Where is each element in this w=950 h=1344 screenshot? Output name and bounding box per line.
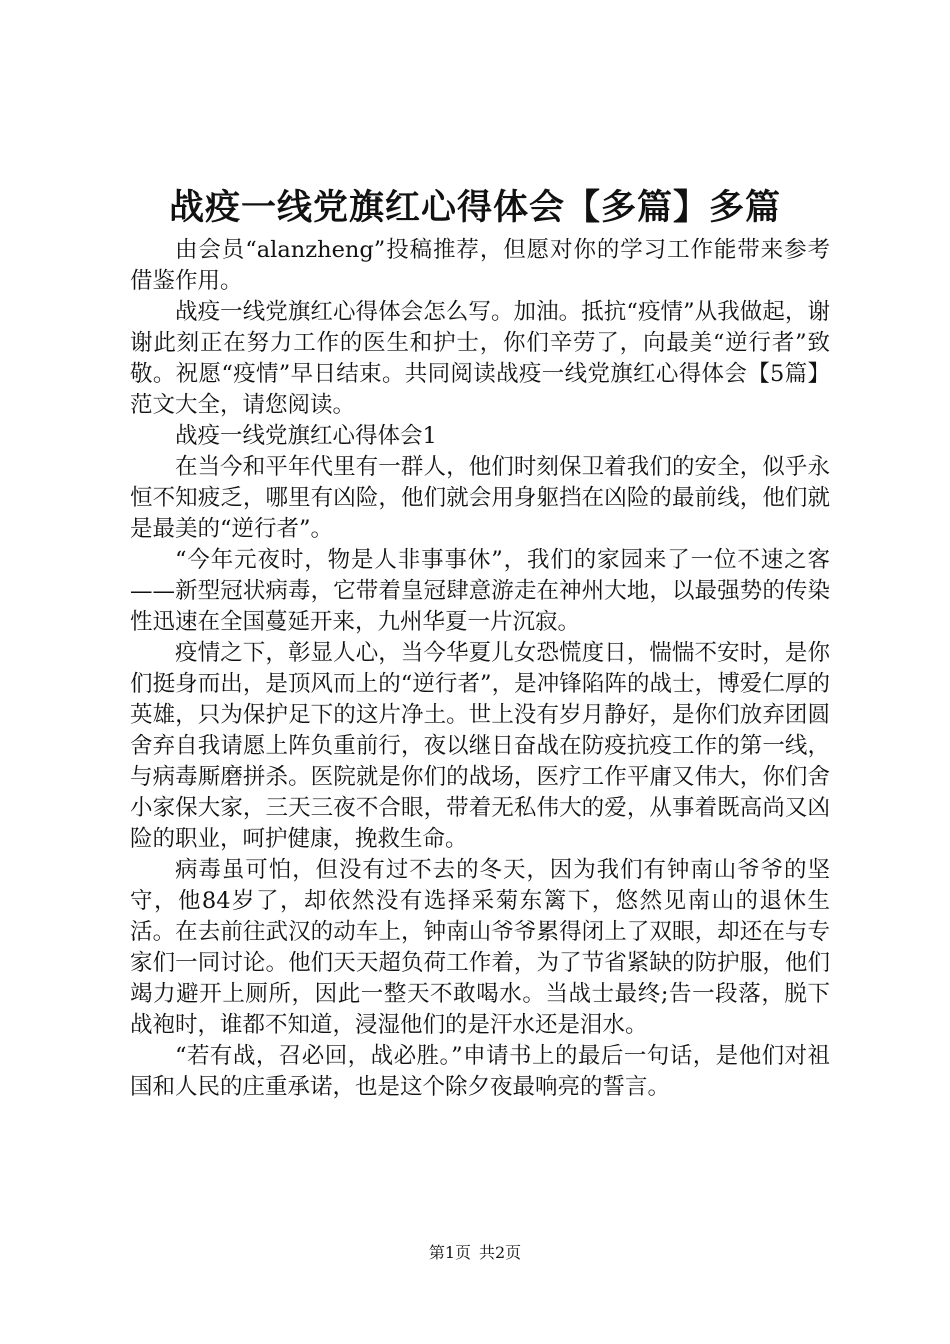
page-total: 共2页 <box>479 1243 522 1262</box>
body-paragraph: 在当今和平年代里有一群人，他们时刻保卫着我们的安全，似乎永恒不知疲乏，哪里有凶险，他们就会用身躯挡在凶险的最前线，他们就是最美的“逆行者”。 <box>130 454 830 542</box>
body-paragraph: “若有战，召必回，战必胜。”申请书上的最后一句话，是他们对祖国和人民的庄重承诺，也是这个除夕夜最响亮的誓言。 <box>130 1043 830 1100</box>
intro-paragraph: 由会员“alanzheng”投稿推荐，但愿对你的学习工作能带来参考借鉴作用。 <box>130 237 830 294</box>
document-title: 战疫一线党旗红心得体会【多篇】多篇 <box>168 188 781 228</box>
body-paragraph: “今年元夜时，物是人非事事休”，我们的家园来了一位不速之客——新型冠状病毒，它带着皇冠肆意游走在神州大地，以最强势的传染性迅速在全国蔓延开来，九州华夏一片沉寂。 <box>130 547 830 635</box>
document-body <box>130 235 830 1103</box>
page-footer <box>0 1242 950 1264</box>
body-paragraph: 病毒虽可怕，但没有过不去的冬天，因为我们有钟南山爷爷的坚守，他84岁了，却依然没有选择采菊东篱下，悠然见南山的退休生活。在去前往武汉的动车上，钟南山爷爷累得闭上了双眼，却还在与专家们一同讨论。他们天天超负荷工作着，为了节省紧缺的防护服，他们竭力避开上厕所，因此一整天不敢喝水。当战士最终;告一段落，脱下战袍时，谁都不知道，浸湿他们的是汗水还是泪水。 <box>130 857 830 1038</box>
page-number: 第1页 <box>428 1243 471 1262</box>
section-heading: 战疫一线党旗红心得体会1 <box>175 423 437 449</box>
summary-paragraph: 战疫一线党旗红心得体会怎么写。加油。抵抗“疫情”从我做起，谢谢此刻正在努力工作的医生和护士，你们辛劳了，向最美“逆行者”致敬。祝愿“疫情”早日结束。共同阅读战疫一线党旗红心得体会【5篇】范文大全，请您阅读。 <box>130 299 830 418</box>
body-paragraph: 疫情之下，彰显人心，当今华夏儿女恐慌度日，惴惴不安时，是你们挺身而出，是顶风而上的“逆行者”，是冲锋陷阵的战士，博爱仁厚的英雄，只为保护足下的这片净土。世上没有岁月静好，是你们放弃团圆舍弃自我请愿上阵负重前行，夜以继日奋战在防疫抗疫工作的第一线，与病毒厮磨拼杀。医院就是你们的战场，医疗工作平庸又伟大，你们舍小家保大家，三天三夜不合眼，带着无私伟大的爱，从事着既高尚又凶险的职业，呵护健康，挽救生命。 <box>130 640 830 852</box>
